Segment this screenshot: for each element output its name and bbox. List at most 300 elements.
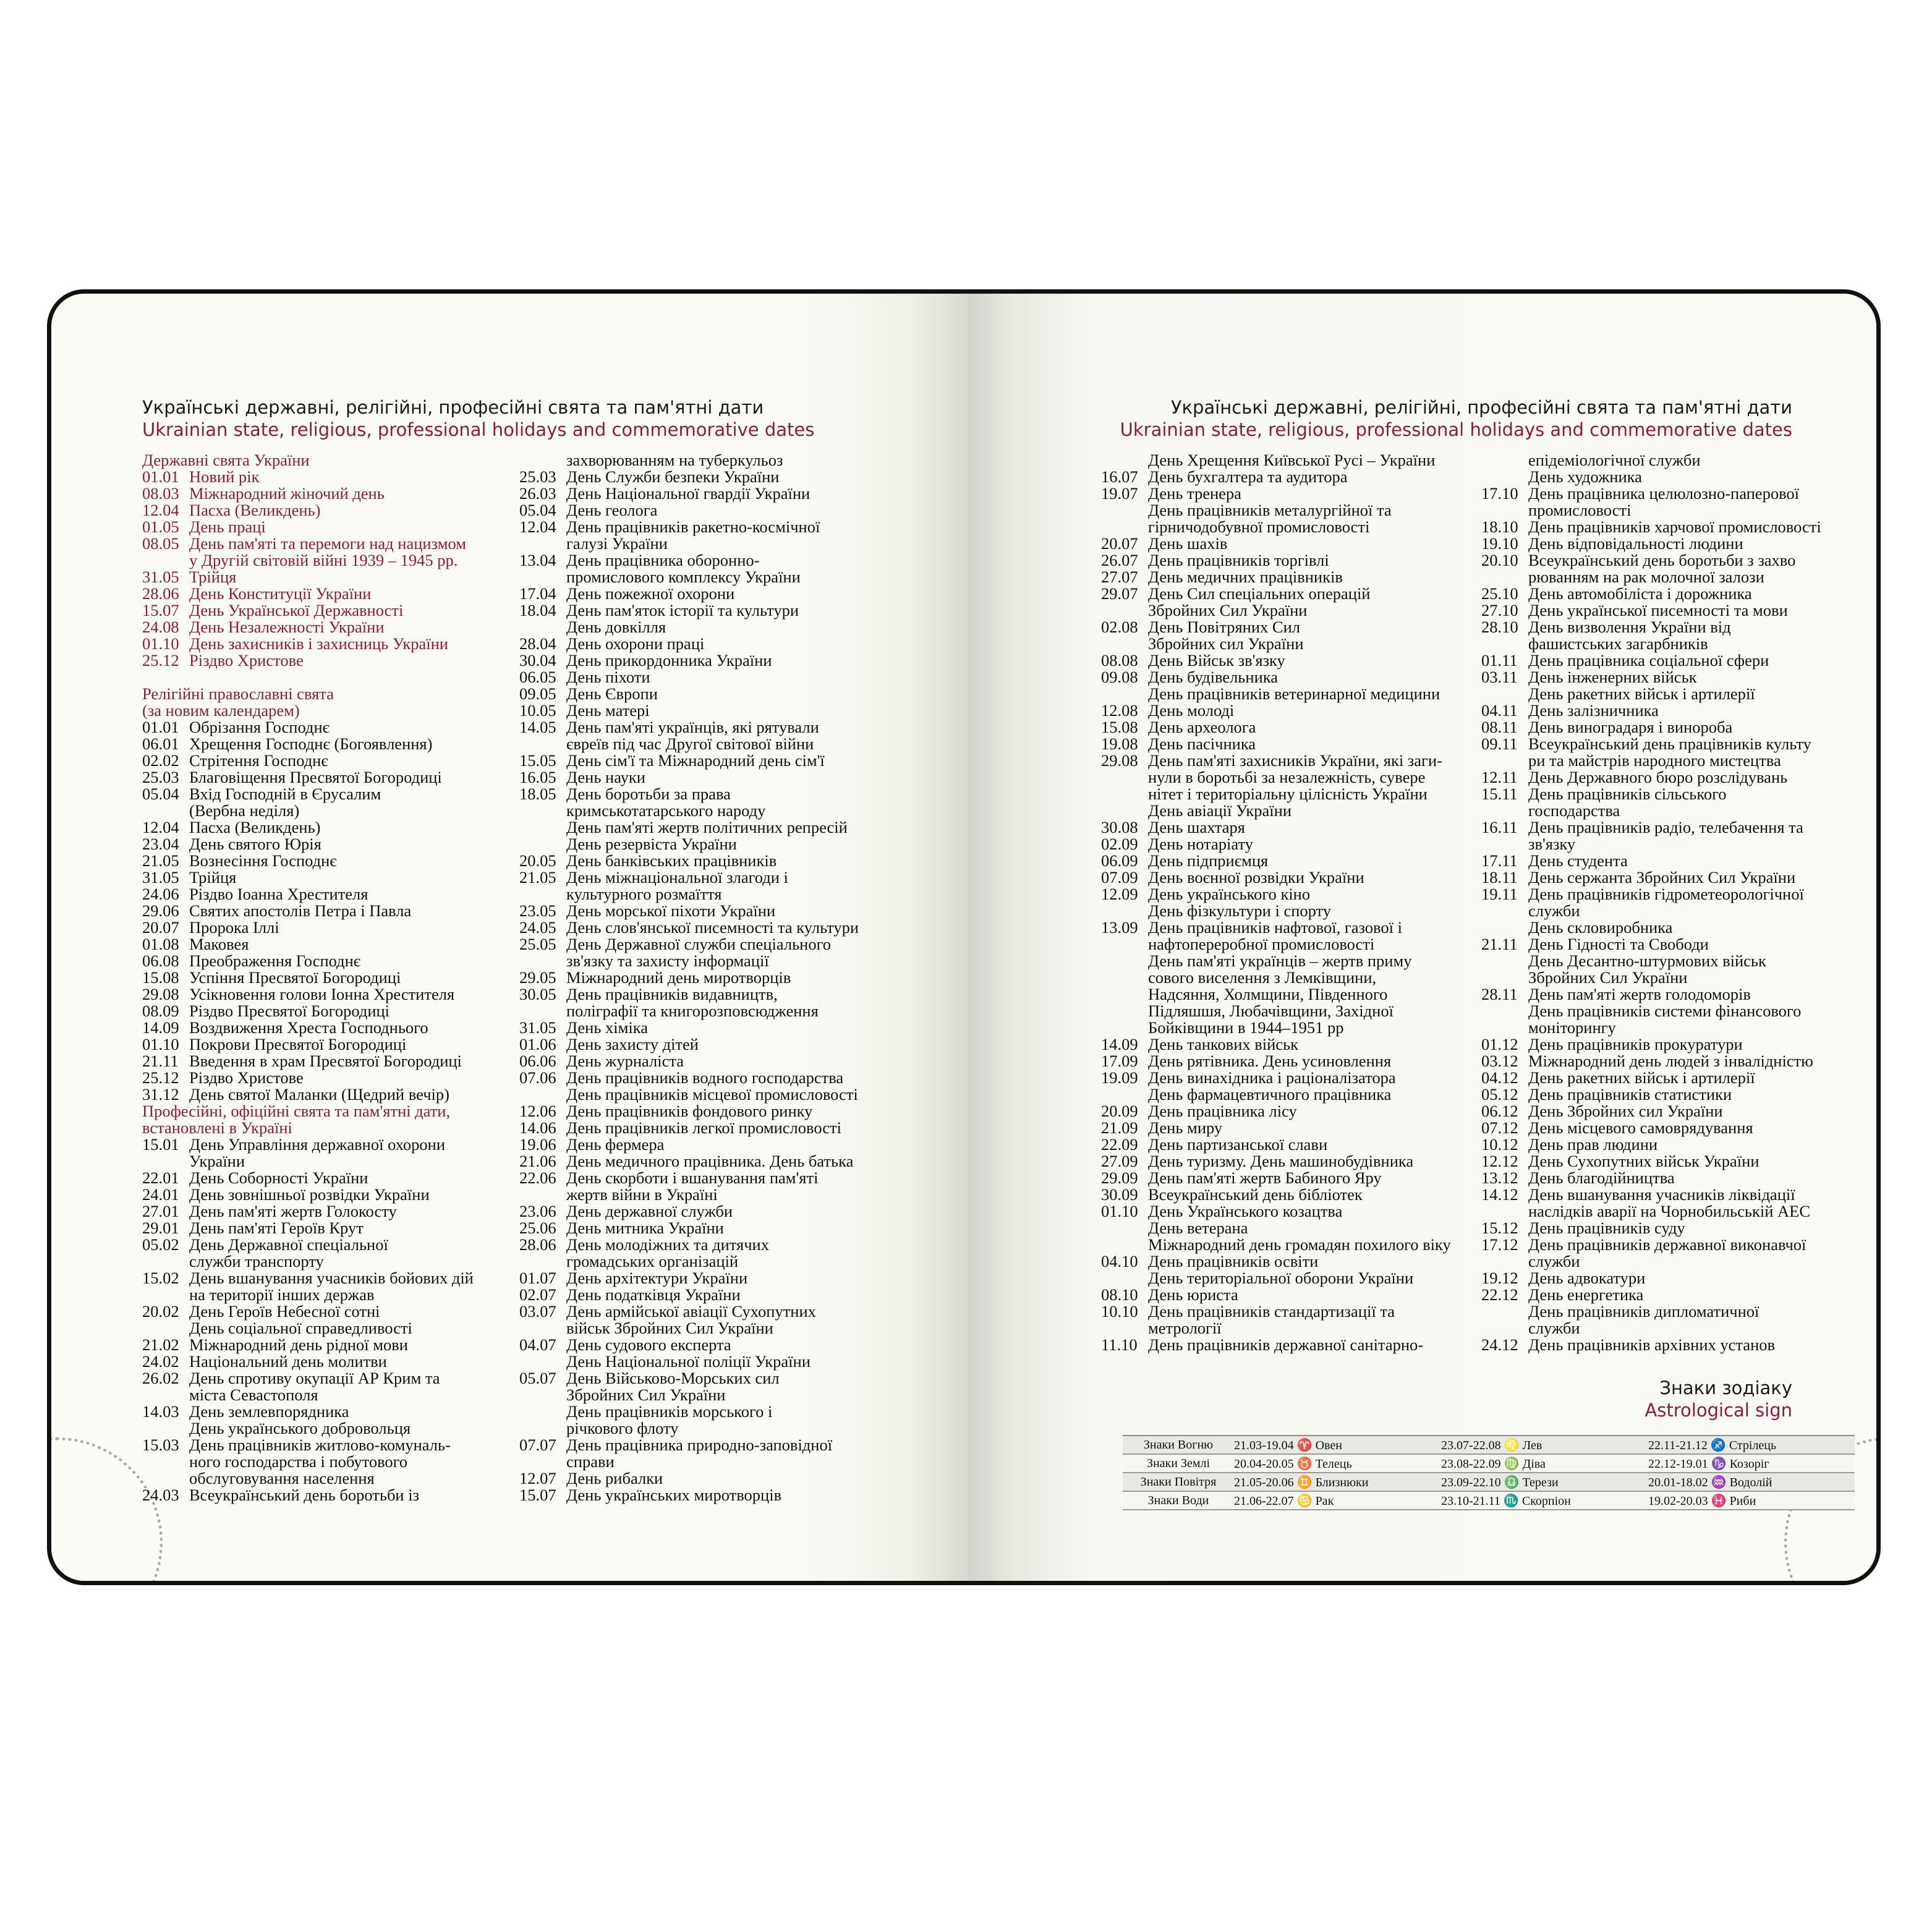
holiday-entry — [1101, 1153, 1521, 1170]
holiday-text — [189, 1370, 440, 1403]
holiday-column — [519, 452, 952, 1504]
holiday-entry — [142, 1403, 513, 1437]
holiday-entry — [142, 869, 513, 886]
holiday-text — [1148, 1303, 1395, 1337]
holiday-line: День матері — [566, 701, 650, 720]
holiday-entry — [1101, 752, 1521, 819]
zodiac-sign: 20.04-20.05 ♉ Телець — [1234, 1457, 1352, 1471]
holiday-entry — [1481, 786, 1865, 819]
holiday-line: Благовіщення Пресвятої Богородиці — [189, 768, 442, 786]
holiday-entry — [519, 552, 952, 585]
holiday-entry — [1101, 1303, 1521, 1337]
holiday-date: 28.06 — [519, 1235, 556, 1254]
holiday-text — [566, 652, 772, 669]
holiday-date: 01.08 — [142, 935, 179, 953]
holiday-text — [1148, 535, 1227, 552]
holiday-text — [1148, 736, 1256, 752]
holiday-date: 12.04 — [142, 501, 179, 519]
holiday-date: 21.05 — [519, 868, 556, 887]
holiday-date: 14.03 — [142, 1402, 179, 1421]
holiday-line: Збройних Сил України — [1528, 968, 1688, 987]
holiday-entry — [1481, 669, 1865, 702]
holiday-entry — [142, 469, 513, 485]
holiday-line: День територіальної оборони України — [1148, 1269, 1414, 1287]
zodiac-sign: 21.06-22.07 ♋ Рак — [1234, 1494, 1334, 1508]
holiday-entry — [1481, 1170, 1865, 1186]
holiday-line: Всеукраїнський день працівників культу — [1528, 734, 1811, 753]
holiday-date: 06.08 — [142, 951, 179, 970]
holiday-text — [1148, 1070, 1396, 1103]
holiday-date: 27.07 — [1101, 568, 1138, 586]
holiday-line: Хрещення Господнє (Богоявлення) — [189, 734, 433, 753]
holiday-entry — [142, 919, 513, 936]
holiday-date: 02.08 — [1101, 618, 1138, 636]
holiday-line: День відповідальності людини — [1528, 534, 1743, 553]
holiday-text — [1528, 1220, 1685, 1236]
holiday-date: 12.04 — [142, 818, 179, 836]
holiday-date: 06.12 — [1481, 1102, 1518, 1120]
holiday-text — [1528, 986, 1801, 1036]
holiday-entry — [142, 485, 513, 502]
holiday-text — [566, 669, 650, 686]
holiday-date: 15.03 — [142, 1436, 179, 1454]
holiday-date: 14.05 — [519, 718, 556, 736]
holiday-line: День працівників дипломатичної — [1528, 1302, 1760, 1321]
holiday-date: 23.06 — [519, 1202, 556, 1220]
holiday-date: 21.06 — [519, 1152, 556, 1170]
holiday-entry — [142, 969, 513, 986]
holiday-entry — [1481, 1086, 1865, 1103]
holiday-entry — [1481, 619, 1865, 652]
holiday-text — [189, 1186, 430, 1203]
holiday-entry — [1481, 1236, 1865, 1270]
holiday-entry — [142, 736, 513, 752]
holiday-text — [566, 502, 657, 519]
holiday-line: День рибалки — [566, 1469, 663, 1487]
holiday-entry — [519, 1120, 952, 1136]
holiday-line: Пасха (Великдень) — [189, 501, 321, 519]
holiday-text — [189, 1487, 419, 1504]
holiday-date: 19.07 — [1101, 484, 1138, 503]
holiday-date: 08.11 — [1481, 718, 1518, 736]
holiday-line: День геолога — [566, 501, 658, 519]
holiday-entry — [1101, 1253, 1521, 1287]
zodiac-row — [1123, 1473, 1855, 1492]
holiday-line: День боротьби за права — [566, 785, 731, 803]
holiday-text — [566, 869, 788, 903]
holiday-line: Усікновення голови Іонна Хрестителя — [189, 985, 455, 1003]
holiday-date: 26.02 — [142, 1369, 179, 1387]
holiday-line: День архітектури України — [566, 1269, 748, 1287]
holiday-line: День винахідника і раціоналізатора — [1148, 1068, 1396, 1087]
holiday-entry — [519, 1487, 952, 1504]
holiday-entry — [519, 752, 952, 769]
holiday-text — [1528, 619, 1731, 652]
holiday-text — [189, 736, 432, 752]
holiday-entry — [519, 1303, 952, 1337]
holiday-line: День шахтаря — [1148, 818, 1245, 836]
holiday-line: метрології — [1148, 1319, 1222, 1337]
holiday-text — [566, 719, 819, 752]
holiday-text — [1148, 1120, 1222, 1136]
holiday-date: 21.05 — [142, 851, 179, 870]
holiday-date: 24.02 — [142, 1352, 179, 1371]
holiday-text — [189, 1086, 449, 1103]
holiday-entry — [142, 636, 513, 652]
holiday-entry — [142, 1053, 513, 1070]
holiday-entry — [1481, 652, 1865, 669]
holiday-text — [189, 719, 330, 736]
holiday-entry — [1481, 1270, 1865, 1287]
holiday-entry — [1101, 836, 1521, 853]
holiday-line: День працівника соціальної сфери — [1528, 651, 1769, 670]
holiday-date: 24.12 — [1481, 1335, 1518, 1354]
holiday-text — [189, 853, 337, 869]
holiday-line: Національний день молитви — [189, 1352, 387, 1371]
holiday-text — [566, 1236, 769, 1270]
holiday-date: 16.07 — [1101, 467, 1138, 486]
holiday-line: День пам'яті захисників України, які заги- — [1148, 751, 1442, 770]
holiday-line: День резервіста України — [566, 835, 737, 853]
holiday-text — [1528, 869, 1795, 886]
holiday-line: ного господарства і побутового — [189, 1452, 408, 1471]
holiday-date: 24.06 — [142, 885, 179, 903]
holiday-text — [1528, 736, 1811, 769]
holiday-entry — [142, 569, 513, 585]
holiday-date: 25.05 — [519, 935, 556, 953]
holiday-date: 19.08 — [1101, 734, 1138, 753]
holiday-entry — [519, 919, 952, 936]
holiday-line: наслідків аварії на Чорнобильській АЕС — [1528, 1202, 1811, 1220]
section-heading: встановлені в Україні — [142, 1118, 292, 1137]
holiday-date: 25.12 — [142, 651, 179, 670]
holiday-entry — [142, 886, 513, 903]
holiday-line: День молодіжних та дитячих — [566, 1235, 769, 1254]
holiday-text — [1148, 1287, 1238, 1303]
holiday-entry — [519, 1337, 952, 1370]
holiday-line: День банківських працівників — [566, 851, 777, 870]
holiday-entry — [1101, 719, 1521, 736]
holiday-text — [189, 752, 328, 769]
holiday-date: 30.05 — [519, 985, 556, 1003]
holiday-line: День працівників житлово-комуналь- — [189, 1436, 451, 1454]
holiday-entry — [142, 903, 513, 919]
holiday-entry — [1481, 535, 1865, 552]
holiday-line: День працівників ветеринарної медицини — [1148, 684, 1440, 703]
holiday-entry — [1101, 886, 1521, 919]
holiday-line: Новий рік — [189, 467, 260, 486]
holiday-line: Різдво Христове — [189, 651, 304, 670]
holiday-text — [566, 853, 777, 869]
holiday-text — [189, 886, 368, 903]
holiday-text — [1148, 869, 1364, 886]
holiday-line: День святого Юрія — [189, 835, 321, 853]
holiday-line: День Конституції України — [189, 584, 372, 603]
holiday-entry — [519, 1370, 952, 1437]
holiday-text — [1148, 1053, 1391, 1070]
holiday-date: 02.02 — [142, 751, 179, 770]
holiday-text — [566, 1437, 832, 1470]
holiday-line: День працівників державної санітарно- — [1148, 1335, 1424, 1354]
holiday-text — [1528, 1086, 1732, 1103]
holiday-date: 25.03 — [519, 467, 556, 486]
holiday-line: служби — [1528, 1319, 1580, 1337]
holiday-text — [1148, 819, 1245, 836]
holiday-entry — [142, 936, 513, 953]
holiday-text — [566, 936, 831, 969]
holiday-line: День пам'яті жертв політичних репресій — [566, 818, 848, 836]
holiday-line: День вшанування учасників ліквідації — [1528, 1185, 1795, 1204]
holiday-entry — [1101, 702, 1521, 719]
holiday-text — [566, 1036, 699, 1053]
holiday-text — [1148, 1036, 1298, 1053]
holiday-line: Обрізання Господнє — [189, 718, 330, 736]
holiday-line: День Незалежності України — [189, 618, 385, 636]
holiday-line: День ветерана — [1148, 1219, 1248, 1237]
holiday-text — [1148, 886, 1331, 919]
holiday-text — [1528, 1136, 1658, 1153]
holiday-line: День Служби безпеки України — [566, 467, 780, 486]
holiday-entry — [519, 986, 952, 1019]
holiday-column — [142, 452, 513, 1504]
holiday-text — [189, 986, 454, 1003]
holiday-line: День хіміка — [566, 1018, 649, 1037]
holiday-line: ри та майстрів народного мистецтва — [1528, 751, 1781, 770]
holiday-entry — [142, 853, 513, 869]
holiday-entry — [519, 1236, 952, 1270]
holiday-text — [189, 1303, 412, 1337]
holiday-text — [189, 786, 381, 819]
holiday-entry — [519, 936, 952, 969]
holiday-entry — [1481, 736, 1865, 769]
holiday-date: 22.09 — [1101, 1135, 1138, 1154]
holiday-date: 09.05 — [519, 684, 556, 703]
holiday-entry — [519, 1470, 952, 1487]
holiday-line: День працівників легкої промисловості — [566, 1118, 841, 1137]
holiday-line: День виноградаря і винороба — [1528, 718, 1733, 736]
holiday-date: 15.01 — [142, 1135, 179, 1154]
holiday-date: 13.09 — [1101, 918, 1138, 937]
holiday-text — [189, 1403, 411, 1437]
entry-continuation: захворюванням на туберкульоз — [566, 451, 783, 469]
holiday-date: 25.06 — [519, 1219, 556, 1237]
holiday-text — [189, 1236, 388, 1270]
holiday-date: 28.10 — [1481, 618, 1518, 636]
holiday-entry — [1101, 1287, 1521, 1303]
holiday-date: 31.05 — [142, 568, 179, 586]
holiday-date: 20.10 — [1481, 551, 1518, 569]
holiday-line: День Збройних сил України — [1528, 1102, 1723, 1120]
holiday-line: Успіння Пресвятої Богородиці — [189, 968, 401, 987]
holiday-date: 18.04 — [519, 601, 556, 619]
holiday-date: 26.07 — [1101, 551, 1138, 569]
holiday-entry — [1481, 519, 1865, 535]
holiday-entry — [1101, 485, 1521, 535]
holiday-entry — [1481, 1220, 1865, 1236]
holiday-date: 01.01 — [142, 467, 179, 486]
holiday-line: День рятівника. День усиновлення — [1148, 1052, 1392, 1070]
holiday-text — [189, 569, 236, 585]
holiday-date: 29.09 — [1101, 1168, 1138, 1187]
holiday-line: День Національної поліції України — [566, 1352, 811, 1371]
holiday-line: моніторингу — [1528, 1018, 1616, 1037]
holiday-line: День Сил спеціальних операцій — [1148, 584, 1371, 603]
holiday-text — [1528, 886, 1804, 936]
holiday-text — [1148, 836, 1253, 853]
holiday-entry — [1481, 886, 1865, 936]
holiday-line: День української писемності та мови — [1528, 601, 1788, 619]
holiday-date: 12.06 — [519, 1102, 556, 1120]
holiday-text — [1528, 1036, 1743, 1053]
holiday-date: 22.01 — [142, 1168, 179, 1187]
holiday-line: День інженерних військ — [1528, 668, 1697, 686]
holiday-text — [189, 953, 360, 969]
holiday-line: Преображення Господнє — [189, 951, 361, 970]
holiday-text — [1528, 1270, 1645, 1287]
holiday-line: День будівельника — [1148, 668, 1278, 686]
holiday-text — [566, 552, 801, 585]
holiday-text — [189, 936, 249, 953]
holiday-column — [1481, 452, 1865, 1353]
holiday-text — [189, 535, 466, 569]
holiday-line: День Сухопутних військ України — [1528, 1152, 1760, 1170]
holiday-text — [566, 485, 810, 502]
holiday-date: 18.11 — [1481, 868, 1518, 887]
holiday-text — [566, 1019, 648, 1036]
holiday-text — [189, 919, 279, 936]
holiday-text — [189, 1070, 304, 1086]
holiday-date: 30.09 — [1101, 1185, 1138, 1204]
holiday-date: 17.11 — [1481, 851, 1518, 870]
holiday-date: 10.05 — [519, 701, 556, 720]
holiday-text — [566, 469, 779, 485]
holiday-line: День пожежної охорони — [566, 584, 735, 603]
holiday-text — [566, 602, 799, 636]
holiday-date: 02.09 — [1101, 835, 1138, 853]
holiday-text — [566, 1070, 858, 1103]
holiday-text — [566, 686, 658, 702]
holiday-date: 15.11 — [1481, 785, 1518, 803]
holiday-text — [566, 1203, 733, 1220]
holiday-text — [566, 969, 791, 986]
holiday-entry — [142, 1236, 513, 1270]
holiday-line: Різдво Пресвятої Богородиці — [189, 1002, 390, 1020]
holiday-entry — [142, 1186, 513, 1203]
holiday-text — [566, 769, 645, 786]
holiday-date: 04.07 — [519, 1335, 556, 1354]
holiday-date: 21.09 — [1101, 1118, 1138, 1137]
holiday-entry — [142, 752, 513, 769]
holiday-date: 04.10 — [1101, 1252, 1138, 1270]
holiday-text — [566, 1103, 812, 1120]
holiday-entry — [142, 786, 513, 819]
zodiac-sign: 23.07-22.08 ♌ Лев — [1441, 1438, 1543, 1452]
holiday-date: 19.10 — [1481, 534, 1518, 553]
holiday-line: День Національної гвардії України — [566, 484, 811, 503]
holiday-text — [1528, 1186, 1810, 1220]
holiday-text — [566, 702, 650, 719]
holiday-entry — [1101, 869, 1521, 886]
holiday-date: 29.05 — [519, 968, 556, 987]
holiday-date: 29.07 — [1101, 584, 1138, 603]
left-page-header — [142, 396, 814, 441]
holiday-line: День працівників освіти — [1148, 1252, 1319, 1270]
holiday-date: 17.10 — [1481, 484, 1518, 503]
holiday-text — [566, 752, 825, 769]
holiday-line: День пам'яті Героїв Крут — [189, 1219, 364, 1237]
holiday-line: День вшанування учасників бойових дій — [189, 1269, 474, 1287]
holiday-date: 19.12 — [1481, 1269, 1518, 1287]
holiday-entry — [1101, 736, 1521, 752]
holiday-date: 08.09 — [142, 1002, 179, 1020]
holiday-line: День працівника целюлозно-паперової — [1528, 484, 1800, 503]
holiday-text — [1528, 669, 1755, 702]
holiday-date: 20.07 — [142, 918, 179, 937]
holiday-date: 20.02 — [142, 1302, 179, 1321]
zodiac-element: Знаки Вогню — [1143, 1437, 1214, 1452]
holiday-line: День пам'яті та перемоги над нацизмом — [189, 534, 466, 553]
holiday-line: День працівників металургійної та — [1148, 501, 1392, 519]
holiday-text — [1528, 485, 1799, 519]
holiday-line: Вхід Господній в Єрусалим — [189, 785, 381, 803]
holiday-line: День працівників морського і — [566, 1402, 773, 1421]
holiday-line: День фермера — [566, 1135, 665, 1154]
holiday-line: День Українського козацтва — [1148, 1202, 1343, 1220]
holiday-line: на території інших держав — [189, 1285, 375, 1304]
holiday-entry — [142, 1220, 513, 1236]
holiday-entry — [519, 669, 952, 686]
holiday-text — [1148, 469, 1348, 485]
section-heading: Професійні, офіційні свята та пам'ятні дати, — [142, 1102, 451, 1120]
zodiac-sign: 23.08-22.09 ♍ Діва — [1441, 1457, 1546, 1471]
holiday-date: 12.11 — [1481, 768, 1518, 786]
holiday-line: міста Севастополя — [189, 1385, 318, 1404]
holiday-entry — [1101, 1203, 1521, 1253]
holiday-line: нафтопереробної промисловості — [1148, 935, 1375, 953]
zodiac-element: Знаки Води — [1147, 1493, 1209, 1507]
holiday-line: День працівників державної виконавчої — [1528, 1235, 1806, 1254]
holiday-text — [189, 1220, 364, 1236]
holiday-entry — [142, 1337, 513, 1353]
holiday-line: День археолога — [1148, 718, 1256, 736]
holiday-line: День прикордонника України — [566, 651, 772, 670]
holiday-line: День Соборності України — [189, 1168, 368, 1187]
holiday-date: 21.02 — [142, 1335, 179, 1354]
holiday-text — [189, 519, 266, 535]
holiday-line: День танкових військ — [1148, 1035, 1299, 1053]
holiday-line: жертв війни в Україні — [566, 1185, 718, 1204]
holiday-line: День працівників нафтової, газової і — [1148, 918, 1402, 937]
zodiac-row — [1123, 1492, 1855, 1510]
holiday-entry — [519, 652, 952, 669]
holiday-entry — [1101, 569, 1521, 585]
holiday-date: 10.12 — [1481, 1135, 1518, 1154]
holiday-date: 17.04 — [519, 584, 556, 603]
holiday-entry — [519, 853, 952, 869]
holiday-entry — [1481, 1337, 1865, 1353]
holiday-line: День захисту дітей — [566, 1035, 699, 1053]
holiday-text — [566, 1120, 841, 1136]
holiday-text — [566, 1153, 853, 1170]
holiday-entry — [1101, 1186, 1521, 1203]
holiday-line: Збройних Сил України — [566, 1385, 726, 1404]
holiday-text — [189, 502, 320, 519]
holiday-line: День спротиву окупації АР Крим та — [189, 1369, 440, 1387]
holiday-entry — [142, 1270, 513, 1303]
holiday-entry — [1101, 1053, 1521, 1070]
holiday-date: 05.04 — [142, 785, 179, 803]
holiday-text — [1148, 1337, 1423, 1353]
